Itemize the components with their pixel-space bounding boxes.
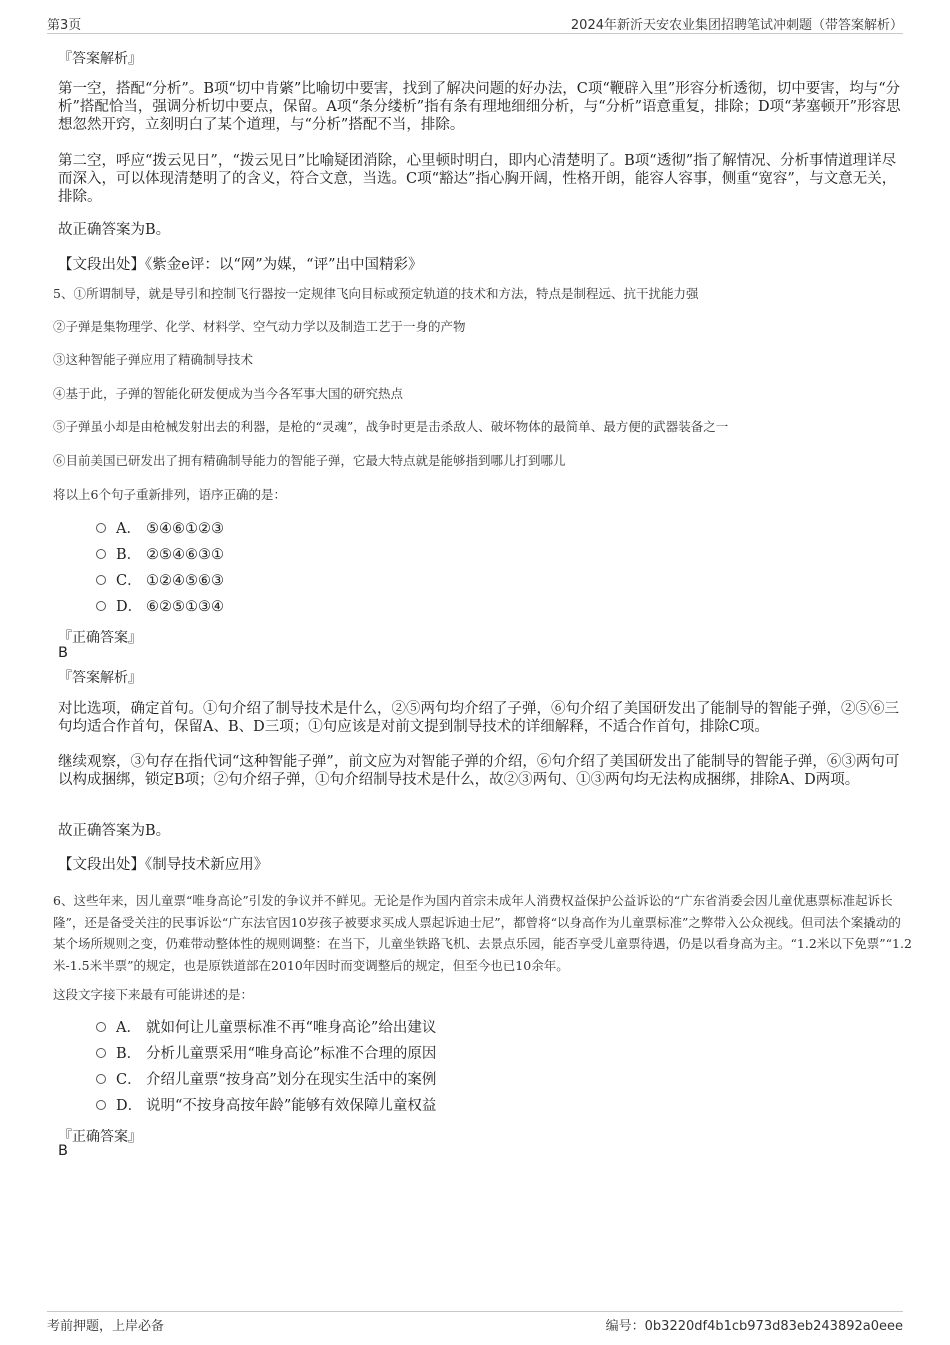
- q5-option-b[interactable]: [96, 545, 224, 565]
- q5-answer-value: B: [58, 645, 68, 661]
- q5-option-b-text: ②⑤④⑥③①: [146, 547, 224, 563]
- q5-option-d[interactable]: [96, 597, 224, 617]
- analysis-conclusion: 故正确答案为B。: [58, 222, 171, 238]
- q6-option-c-text: 介绍儿童票“按身高”划分在现实生活中的案例: [146, 1072, 437, 1088]
- q5-sentence-4: ④基于此，子弹的智能化研发便成为当今各军事大国的研究热点: [53, 386, 404, 401]
- q6-option-a[interactable]: [96, 1018, 436, 1038]
- radio-icon[interactable]: [96, 1022, 106, 1032]
- q6-option-b-text: 分析儿童票采用“唯身高论”标准不合理的原因: [146, 1046, 437, 1062]
- source-citation-top: 【文段出处】《紫金e评：以“网”为媒，“评”出中国精彩》: [58, 257, 423, 273]
- q6-answer-value: B: [58, 1143, 68, 1159]
- q6-answer-label: 『正确答案』: [58, 1129, 142, 1145]
- radio-icon[interactable]: [96, 549, 106, 559]
- analysis-para-2: 第二空，呼应“拨云见日”，“拨云见日”比喻疑团消除，心里顿时明白，即内心清楚明了。B项“透彻”指了解情况、分析事情道理详尽而深入，可以体现清楚明了的含义，符合文意，当选。C项“豁达”指心胸开阔，性格开朗，能容人容事，侧重“宽容”，与文意无关，排除。: [58, 153, 897, 205]
- q6-option-a-text: 就如何让儿童票标准不再“唯身高论”给出建议: [146, 1020, 437, 1036]
- q5-sentence-3: ③这种智能子弹应用了精确制导技术: [53, 352, 254, 367]
- q6-option-b[interactable]: [96, 1044, 436, 1064]
- page-number: 第3页: [47, 18, 82, 33]
- q5-answer-label: 『正确答案』: [58, 630, 142, 646]
- radio-icon[interactable]: [96, 523, 106, 533]
- radio-icon[interactable]: [96, 601, 106, 611]
- radio-icon[interactable]: [96, 575, 106, 585]
- q5-analysis-para-1: 对比选项，确定首句。①句介绍了制导技术是什么，②⑤两句均介绍了子弹，⑥句介绍了美国研发出了能制导的智能子弹，②⑤⑥三句均适合作首句，保留A、B、D三项；①句应该是对前文提到制导技术的详细解释，不适合作首句，排除C项。: [58, 701, 899, 735]
- q5-option-a-text: ⑤④⑥①②③: [146, 521, 224, 537]
- q6-option-b-letter: B．: [116, 1046, 142, 1062]
- q5-sentence-1: 5、①所谓制导，就是导引和控制飞行器按一定规律飞向目标或预定轨道的技术和方法，特点是制程远、抗干扰能力强: [53, 286, 699, 301]
- q5-option-c[interactable]: [96, 571, 224, 591]
- q6-option-d-text: 说明“不按身高按年龄”能够有效保障儿童权益: [146, 1098, 437, 1114]
- page-header: [47, 14, 903, 34]
- analysis-label-top: 『答案解析』: [58, 51, 142, 67]
- q5-conclusion: 故正确答案为B。: [58, 823, 171, 839]
- q6-stem: 6、这些年来，因儿童票“唯身高论”引发的争议并不鲜见。无论是作为国内首宗未成年人消费权益保护公益诉讼的“广东省消委会因儿童优惠票标准起诉长隆”，还是备受关注的民事诉讼“广东法官因10岁孩子被要求买成人票起诉迪士尼”，都曾将“以身高作为儿童票标准”之弊带入公众视线。但司法个案撬动的某个场所规则之变，仍难带动整体性的规则调整：在当下，儿童坐铁路飞机、去景点乐园，能否享受儿童票待遇，仍是以看身高为主。“1.2米以下免票”“1.2米-1.5米半票”的规定，也是原铁道部在2010年因时而变调整后的规定，但至今也已10余年。: [53, 893, 912, 973]
- q5-option-c-letter: C．: [116, 573, 142, 589]
- q6-option-d[interactable]: [96, 1096, 436, 1116]
- q6-prompt: 这段文字接下来最有可能讲述的是：: [53, 987, 254, 1002]
- q6-option-c[interactable]: [96, 1070, 436, 1090]
- q6-option-a-letter: A．: [116, 1020, 141, 1036]
- q5-option-c-text: ①②④⑤⑥③: [146, 573, 224, 589]
- q5-source-citation: 【文段出处】《制导技术新应用》: [58, 857, 269, 873]
- q5-prompt: 将以上6个句子重新排列，语序正确的是：: [53, 487, 286, 502]
- q5-option-a[interactable]: [96, 519, 224, 539]
- document-title: 2024年新沂天安农业集团招聘笔试冲刺题（带答案解析）: [570, 18, 903, 33]
- q5-option-d-text: ⑥②⑤①③④: [146, 599, 224, 615]
- q5-option-d-letter: D．: [116, 599, 143, 615]
- q6-option-d-letter: D．: [116, 1098, 143, 1114]
- radio-icon[interactable]: [96, 1100, 106, 1110]
- q6-option-c-letter: C．: [116, 1072, 142, 1088]
- q5-sentence-2: ②子弹是集物理学、化学、材料学、空气动力学以及制造工艺于一身的产物: [53, 319, 466, 334]
- q5-option-a-letter: A．: [116, 521, 141, 537]
- radio-icon[interactable]: [96, 1074, 106, 1084]
- footer-slogan: 考前押题，上岸必备: [47, 1319, 165, 1334]
- q5-analysis-label: 『答案解析』: [58, 670, 142, 686]
- radio-icon[interactable]: [96, 1048, 106, 1058]
- q5-sentence-6: ⑥目前美国已研发出了拥有精确制导能力的智能子弹，它最大特点就是能够指到哪儿打到哪儿: [53, 453, 566, 468]
- page-footer: [47, 1311, 903, 1335]
- q5-option-b-letter: B．: [116, 547, 142, 563]
- analysis-para-1: 第一空，搭配“分析”。B项“切中肯綮”比喻切中要害，找到了解决问题的好办法，C项“鞭辟入里”形容分析透彻，切中要害，均与“分析”搭配恰当，强调分析切中要点，保留。A项“条分缕析”指有条有理地细细分析，与“分析”语意重复，排除；D项“茅塞顿开”形容思想忽然开窍，立刻明白了某个道理，与“分析”搭配不当，排除。: [58, 81, 901, 133]
- q5-sentence-5: ⑤子弹虽小却是由枪械发射出去的利器，是枪的“灵魂”，战争时更是击杀敌人、破坏物体的最简单、最方便的武器装备之一: [53, 419, 729, 434]
- document-id: 编号：0b3220df4b1cb973d83eb243892a0eee: [605, 1319, 903, 1334]
- q5-analysis-para-2: 继续观察，③句存在指代词“这种智能子弹”，前文应为对智能子弹的介绍，⑥句介绍了美国研发出了能制导的智能子弹，⑥③两句可以构成捆绑，锁定B项；②句介绍子弹，①句介绍制导技术是什么，故②③两句、①③两句均无法构成捆绑，排除A、D两项。: [58, 754, 900, 788]
